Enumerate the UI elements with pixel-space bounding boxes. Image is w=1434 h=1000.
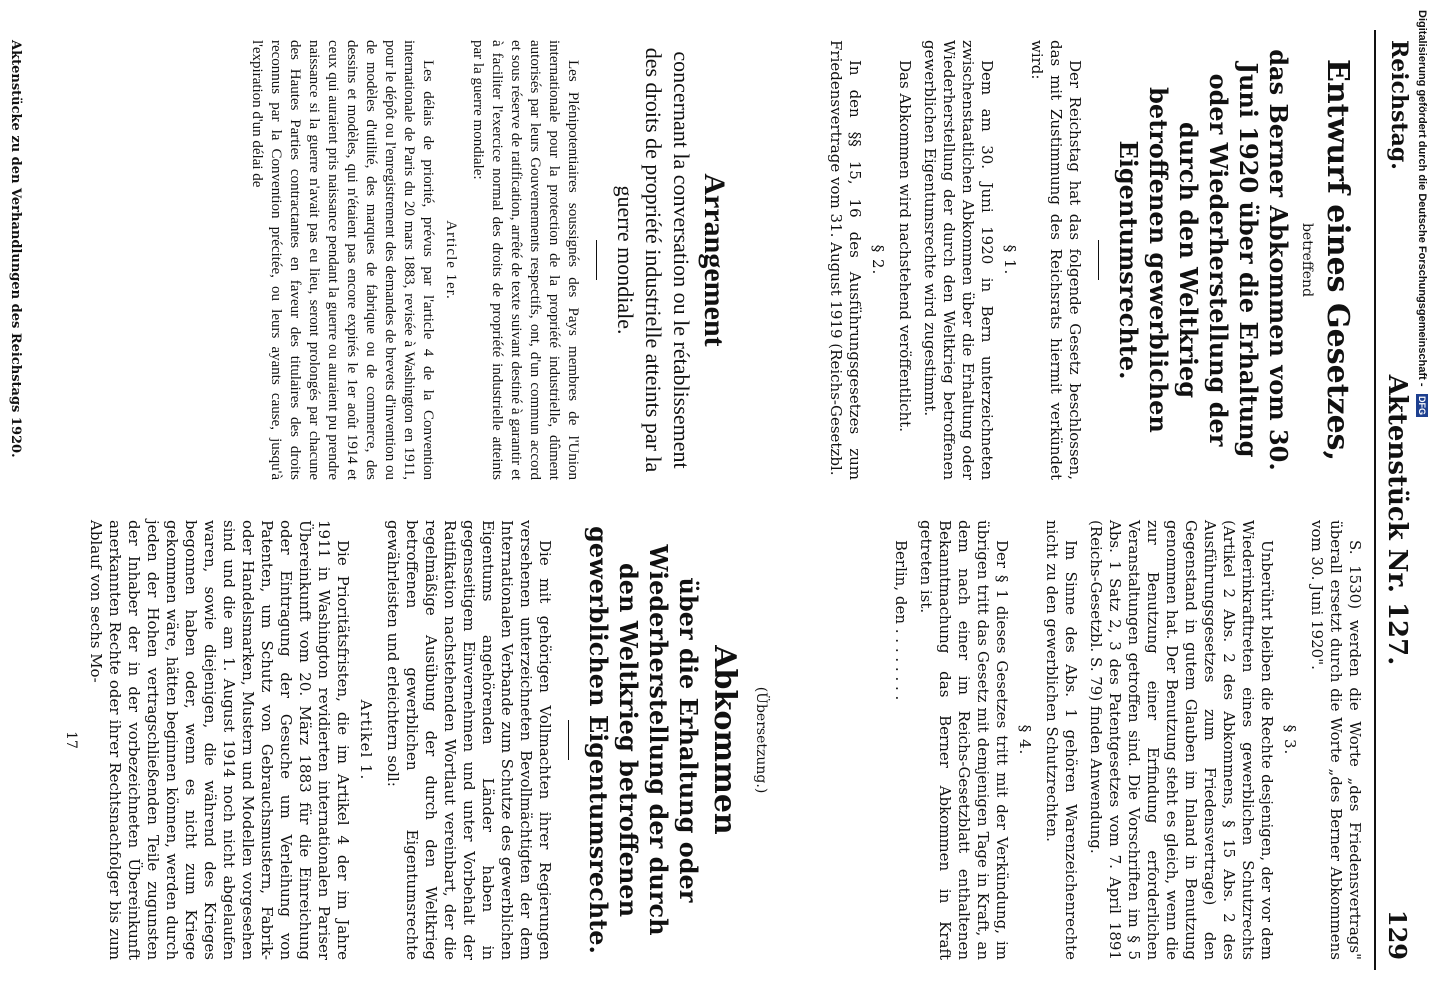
section-3-head: § 3. — [1281, 724, 1299, 756]
section-1-text: Dem am 30. Juni 1920 in Bern unterzeichneten zwischenstaatlichen Abkommen über die Erhaltung oder Wiederherstellung der durch den Weltkrieg betroffenen gewerblichen Eigentumsrechte wird zugestimmt. — [921, 40, 996, 480]
divider — [568, 720, 569, 760]
digitization-note — [1416, 10, 1428, 417]
french-title: Arrangement — [698, 173, 731, 347]
header-rule — [1374, 30, 1376, 970]
digitization-text: Digitalisierung gefördert durch die Deutsche Forschungsgemeinschaft - — [1416, 10, 1428, 387]
section-3-text: Unberührt bleiben die Rechte desjenigen, der vor dem Wiederinkrafttreten eines gewerblichen Schutzrechts (Artikel 2 Abs. 2 des Abkommens, § 15 Abs. 2 des Ausführungsgesetzes zum Friedensvertrage) den Gegenstand in gutem Glauben im Inland in Benutzung genommen hat. Der Benutzung steht es gleich, wenn die zur Benutzung einer Erfindung erforderlichen Veranstaltungen getroffen sind. Die Vorschriften im § 5 Abs. 1 Satz 2, 3 des Patentgesetzes vom 7. April 1891 (Reichs-Gesetzbl. S. 79) finden Anwendung. — [1087, 520, 1276, 960]
section-3-text2: Im Sinne des Abs. 1 gehören Warenzeichenrechte nicht zu den gewerblichen Schutzrechten. — [1043, 520, 1080, 960]
divider — [596, 240, 597, 280]
continued-text: S. 1530) werden die Worte „des Friedensvertrags" überall ersetzt durch die Worte „des Berner Abkommens vom 30. Juni 1920". — [1308, 520, 1364, 960]
divider — [1098, 240, 1099, 280]
right-column — [885, 520, 1364, 960]
place-date: Berlin, den . . . . . . . . — [892, 540, 910, 701]
header-left: Reichstag. — [1386, 40, 1412, 170]
french-intro: Les Plénipotentiaires soussignés des Pays membres de l'Union internationale pour la protection de la propriété industrielle, dûment autorisés par leurs Gouvernements respectifs, ont, d'un commun accord et sous réserve de ratification, arrêté de texte suivant destiné à garantir et à faciliter l'exercice normal des droits de propriété industrielle atteints par la guerre mondiale: — [470, 40, 581, 480]
translation-intro: Die mit gehörigen Vollmachten ihrer Regierungen versehenen unterzeichneten Bevollmächtigten der dem Internationalen Verbande zum Schutze des gewerblichen Eigentums angehörenden Länder haben in gegenseitigem Einvernehmen und unter Vorbehalt der Ratifikation nachstehenden Wortlaut vereinbart, der die regelmäßige Ausübung der durch den Weltkrieg betroffenen gewerblichen Eigentumsrechte gewährleisten und erleichtern soll: — [384, 520, 554, 960]
translation-article-text: Die Prioritätsfristen, die im Artikel 4 der im Jahre 1911 in Washington revidierten internationalen Pariser Übereinkunft vom 20. März 1883 für die Einreichung oder Eintragung der Gesuche um Verleihung von Patenten, um Schutz von Gebrauchsmustern, Fabrik- oder Handelsmarken, Mustern und Modellen vorgesehen sind und die am 1. August 1914 noch nicht abgelaufen waren, sowie diejenigen, die während des Krieges begonnen haben oder, wenn es nicht zum Kriege gekommen wäre, hätten beginnen können, werden durch jeden der Hohen vertragschließenden Teile zugunsten der Inhaber der in der vorbezeichneten Übereinkunft anerkannten Rechte oder ihrer Rechtsnachfolger bis zum Ablauf von sechs Mo- — [87, 520, 352, 960]
law-title: Entwurf eines Gesetzes, — [1320, 58, 1355, 462]
section-4-head: § 4. — [1016, 724, 1034, 756]
translation-title: Abkommen — [707, 645, 742, 835]
section-2-text: In den §§ 15, 16 des Ausführungsgesetzes zum Friedensvertrage vom 31. August 1919 (Reichs-Gesetzbl. — [827, 40, 864, 480]
section-1-head: § 1. — [1001, 244, 1019, 276]
header-center: Aktenstück Nr. 127. — [1382, 374, 1412, 666]
french-article-head: Article 1er. — [443, 220, 459, 300]
page-number: 129 — [1383, 909, 1412, 960]
section-4-text: Der § 1 dieses Gesetzes tritt mit der Verkündung, im übrigen tritt das Gesetz mit demjenigen Tage in Kraft, an dem nach einer im Reichs-Gesetzblatt enthaltenen Bekanntmachung das Berner Abkommen in Kraft getreten ist. — [917, 520, 1011, 960]
law-subtitle: das Berner Abkommen vom 30. Juni 1920 über die Erhaltung oder Wiederherstellung der durch den Weltkrieg betroffenen gewerblichen Eigentumsrechte. — [1114, 49, 1293, 471]
betreffend: betreffend — [1299, 222, 1315, 298]
french-column — [241, 40, 744, 480]
french-article-text: Les délais de priorité, prévus par l'article 4 de la Convention internationale de Paris du 20 mars 1883, revisée à Washington en 1911, pour le dépôt ou l'enregistrement des demandes de brevets d'invention ou de modèles d'utilité, des marques de fabrique ou de commerce, des dessins et modèles, qui n'étaient pas encore expirés le 1er août 1914 et ceux qui auraient pris naissance pendant la guerre ou auraient pu prendre naissance si la guerre n'avait pas eu lieu, seront prolongés par chacune des Hautes Parties contractantes en faveur des titulaires des droits reconnus par la Convention précitée, ou leurs ayants cause, jusqu'à l'expiration d'un délai de — [249, 40, 436, 480]
translation-note: (Übersetzung.) — [753, 686, 769, 794]
intro-text: Der Reichstag hat das folgende Gesetz beschlossen, das mit Zustimmung des Reichsrats hiermit verkündet wird: — [1028, 40, 1084, 480]
left-column — [820, 40, 1364, 480]
signature-number: 17 — [63, 731, 79, 749]
translation-subtitle: über die Erhaltung oder Wiederherstellung der durch den Weltkrieg betroffenen gewerblichen Eigentumsrechte. — [584, 526, 703, 954]
french-subtitle: concernant la conversation ou le rétablissement des droits de propriété industrielle atteints par la guerre mondiale. — [613, 47, 694, 473]
german-translation-column — [57, 520, 774, 960]
page-footer: Aktenstücke zu den Verhandlungen des Reichstags 1920. — [8, 40, 23, 458]
section-1-text2: Das Abkommen wird nachstehend veröffentlicht. — [896, 60, 914, 432]
section-2-head: § 2. — [869, 244, 887, 276]
dfg-logo: DFG — [1417, 395, 1427, 415]
translation-article-head: Artikel 1. — [357, 699, 375, 781]
